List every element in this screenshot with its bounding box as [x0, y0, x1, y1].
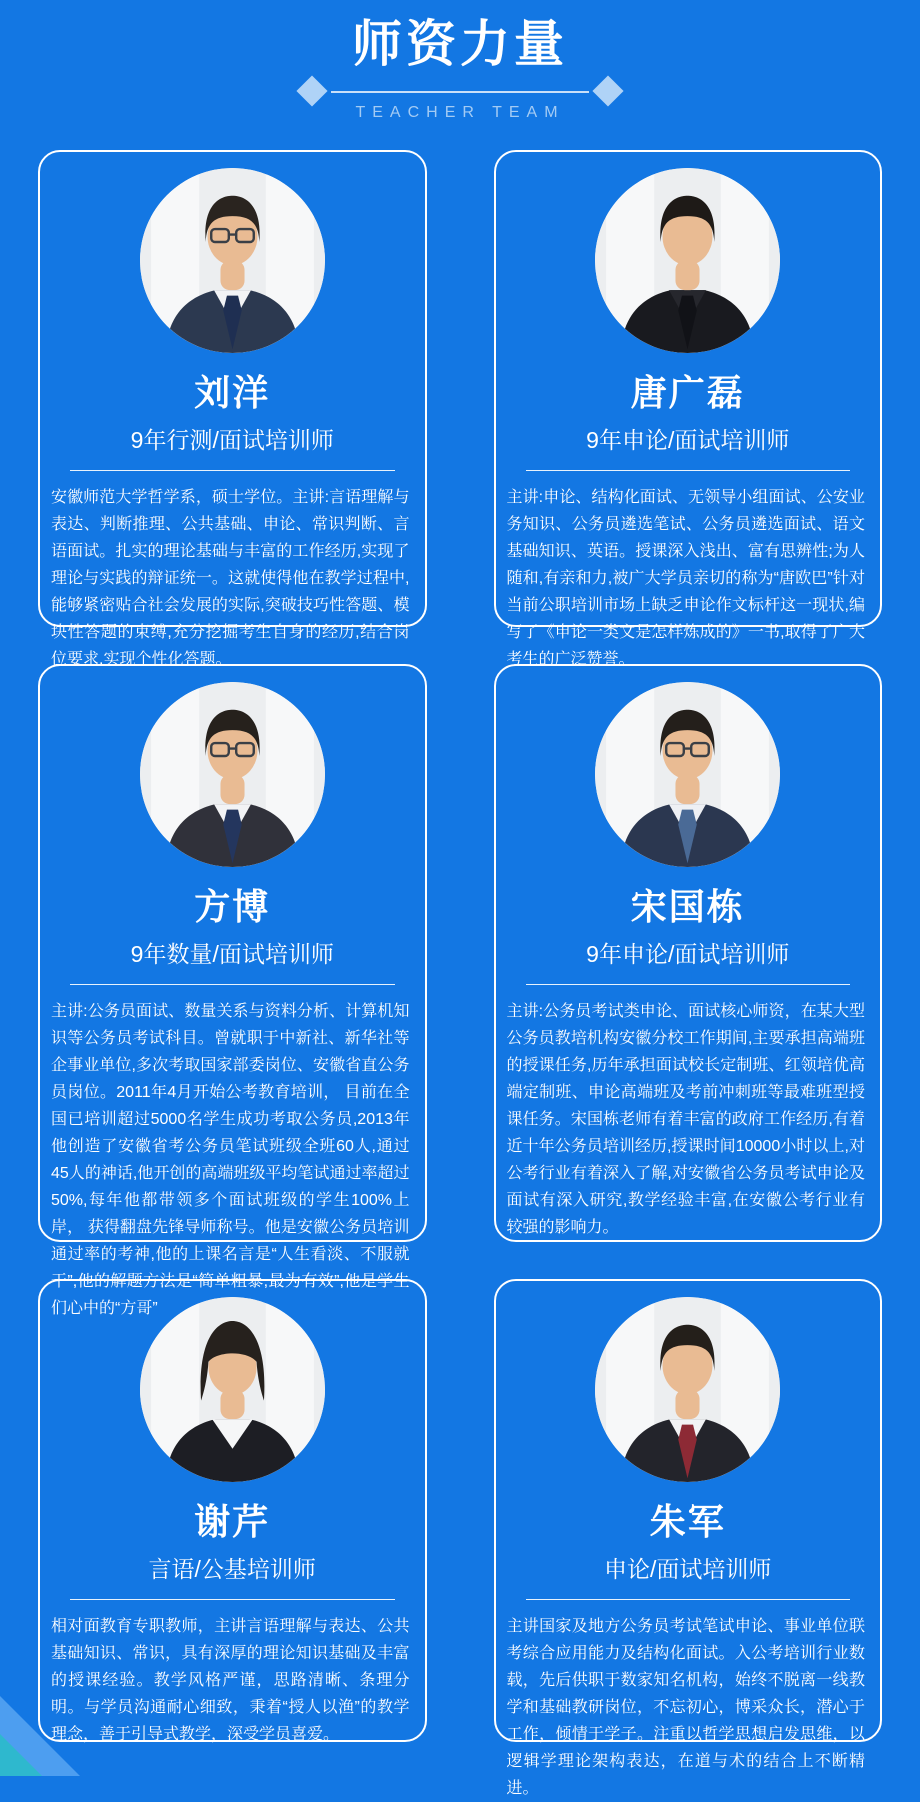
teacher-role: 9年数量/面试培训师 — [130, 941, 334, 967]
teacher-role: 9年行测/面试培训师 — [130, 427, 334, 453]
page-subtitle: TEACHER TEAM — [355, 104, 565, 121]
male-avatar-icon — [595, 168, 780, 353]
diamond-icon — [296, 75, 327, 106]
teacher-photo — [140, 1297, 325, 1482]
divider — [70, 1599, 395, 1600]
teacher-description: 主讲:公务员考试类申论、面试核心师资，在某大型公务员教培机构安徽分校工作期间,主要承担高端班的授课任务,历年承担面试校长定制班、红领培优高端定制班、申论高端班及考前冲刺班等最难班型授课任务。宋国栋老师有着丰富的政府工作经历,有着近十年公务员培训经历,授课时间10000小时以上,对公考行业有着深入了解,对安徽省公务员考试申论及面试有深入研究,教学经验丰富,在安徽公考行业有较强的影响力。 — [506, 1003, 865, 1236]
teacher-card-fangbo — [38, 664, 427, 1317]
teacher-photo — [595, 682, 780, 867]
teacher-name: 谢芹 — [194, 1501, 271, 1542]
page-subtitle-block — [301, 78, 619, 136]
teacher-role: 9年申论/面试培训师 — [586, 427, 790, 453]
teacher-name: 刘洋 — [194, 372, 271, 413]
teacher-row — [38, 664, 882, 1317]
page-title: 师资力量 — [352, 16, 568, 72]
corner-teal-decoration — [0, 1734, 42, 1776]
male-avatar-icon — [595, 1297, 780, 1482]
teacher-role: 申论/面试培训师 — [604, 1556, 772, 1582]
teacher-role: 9年申论/面试培训师 — [586, 941, 790, 967]
teacher-row — [38, 150, 882, 668]
teacher-name: 唐广磊 — [630, 372, 745, 413]
teacher-name: 朱军 — [649, 1501, 726, 1542]
divider — [331, 91, 589, 93]
teacher-name: 宋国栋 — [630, 886, 745, 927]
teacher-card-liuyang — [38, 150, 427, 668]
divider — [70, 984, 395, 985]
teacher-grid — [38, 150, 882, 1797]
divider — [526, 1599, 851, 1600]
divider — [526, 470, 851, 471]
teacher-row — [38, 1279, 882, 1797]
teacher-description: 安徽师范大学哲学系，硕士学位。主讲:言语理解与表达、判断推理、公共基础、申论、常识判断、言语面试。扎实的理论基础与丰富的工作经历,实现了理论与实践的辩证统一。这就使得他在教学过程中,能够紧密贴合社会发展的实际,突破技巧性答题、模块性答题的束缚,充分挖掘考生自身的经历,结合岗位要求,实现个性化答题。 — [51, 489, 410, 668]
divider — [526, 984, 851, 985]
teacher-description: 相对面教育专职教师，主讲言语理解与表达、公共基础知识、常识，具有深厚的理论知识基础及丰富的授课经验。教学风格严谨，思路清晰、条理分明。与学员沟通耐心细致，秉着“授人以渔”的教学理念，善于引导式教学，深受学员喜爱。 — [51, 1618, 410, 1743]
teacher-description: 主讲:公务员面试、数量关系与资料分析、计算机知识等公务员考试科目。曾就职于中新社、新华社等企事业单位,多次考取国家部委岗位、安徽省直公务员岗位。2011年4月开始公考教育培训， 目前在全国已培训超过5000名学生成功考取公务员,2013年他创造了安徽省考公务员笔试班级全班60人,通过45人的神话,他开创的高端班级平均笔试通过率超过50%,每年他都带领多个面试班级的学生100%上岸， 获得翻盘先锋导师称号。他是安徽公务员培训通过率的考神,他的上课名言是“人生看淡、不服就干”,他的解题方法是“简单粗暴,最为有效”,他是学生们心中的“方哥” — [51, 1003, 410, 1317]
male-avatar-icon — [140, 682, 325, 867]
teacher-photo — [595, 1297, 780, 1482]
teacher-description: 主讲:申论、结构化面试、无领导小组面试、公安业务知识、公务员遴选笔试、公务员遴选面试、语文基础知识、英语。授课深入浅出、富有思辨性;为人随和,有亲和力,被广大学员亲切的称为“唐欧巴”针对当前公职培训市场上缺乏申论作文标杆这一现状,编写了《申论一类文是怎样炼成的》一书,取得了广大考生的广泛赞誉。 — [506, 489, 865, 668]
teacher-card-zhujun — [494, 1279, 883, 1797]
male-avatar-icon — [140, 168, 325, 353]
teacher-photo — [140, 168, 325, 353]
male-avatar-icon — [595, 682, 780, 867]
female-avatar-icon — [140, 1297, 325, 1482]
teacher-card-xieqin — [38, 1279, 427, 1742]
teacher-name: 方博 — [194, 886, 271, 927]
divider — [70, 470, 395, 471]
teacher-card-tangguanglei — [494, 150, 883, 668]
teacher-card-songguodong — [494, 664, 883, 1242]
teacher-photo — [595, 168, 780, 353]
teacher-photo — [140, 682, 325, 867]
teacher-description: 主讲国家及地方公务员考试笔试申论、事业单位联考综合应用能力及结构化面试。入公考培训行业数载，先后供职于数家知名机构，始终不脱离一线教学和基础教研岗位，不忘初心，博采众长，潜心于工作，倾情于学子。注重以哲学思想启发思维，以逻辑学理论架构表达，在道与术的结合上不断精进。 — [506, 1618, 865, 1797]
diamond-icon — [592, 75, 623, 106]
teacher-role: 言语/公基培训师 — [148, 1556, 316, 1582]
page-header — [0, 0, 920, 150]
